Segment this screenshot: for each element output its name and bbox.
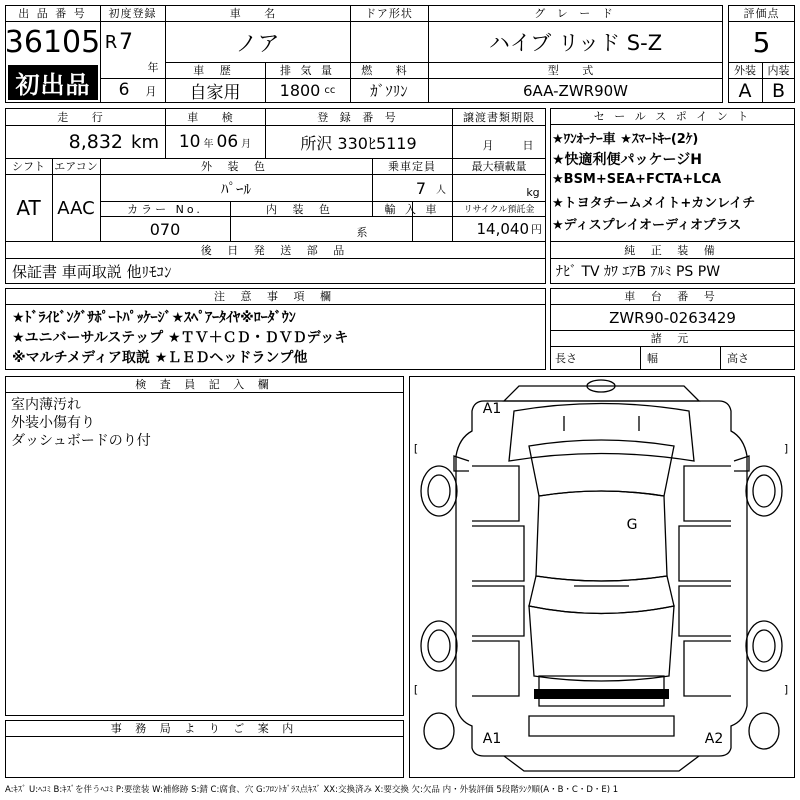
width-label: 幅 — [647, 352, 658, 365]
color-no: 070 — [149, 219, 181, 239]
equipment: ﾅﾋﾞ TV ｶﾜ ｴｱB ｱﾙﾐ PS PW — [556, 264, 721, 280]
lot-number-label: 出 品 番 号 — [5, 5, 100, 22]
damage-mark-a1-top: A1 — [482, 401, 502, 417]
capacity-unit: 人 — [436, 184, 446, 196]
damage-legend: A:ｷｽﾞ U:ﾍｺﾐ B:ｷｽﾞを伴うﾍｺﾐ P:要塗装 W:補修跡 S:錆 C:腐食、穴 G:ﾌﾛﾝﾄｶﾞﾗｽ点ｷｽﾞ XX:交換済み X:要交換 欠:欠品 内・外装評価 5段階ﾗﾝｸ順(A・B・C・D・E) 1 — [5, 785, 619, 795]
shift-label: シフト — [12, 160, 45, 173]
recycle — [452, 217, 546, 241]
plate-number: 所沢 330ﾋ5119 — [300, 133, 417, 153]
exterior-label: 外装 — [734, 64, 756, 77]
door-value — [350, 22, 428, 62]
year-unit: 年 — [147, 61, 159, 74]
length-label: 長さ — [555, 352, 577, 365]
notes-line: ★ユニバーサルステップ ★ＴＶ＋ＣＤ・ＤＶＤデッキ — [12, 330, 349, 346]
damage-mark-a2: A2 — [704, 731, 724, 747]
era: R — [104, 31, 118, 53]
model-label: 型 式 — [547, 64, 604, 77]
mileage — [5, 126, 165, 158]
import-label: 輸 入 車 — [384, 202, 440, 216]
sales-point-item: ★快適利便パッケージH — [552, 151, 702, 168]
import-value — [412, 217, 452, 241]
sales-point-item: ★BSM+SEA+FCTA+LCA — [552, 172, 722, 187]
notes-line: ★ﾄﾞﾗｲﾋﾞﾝｸﾞｻﾎﾟｰﾄﾊﾟｯｹｰｼﾞ★ｽﾍﾟｱｰﾀｲﾔ※ﾛｰﾀﾞｳﾝ — [12, 310, 296, 326]
bracket-left: [ — [413, 441, 419, 455]
notes-label: 注 意 事 項 欄 — [5, 288, 546, 305]
interior-grade: B — [771, 79, 786, 102]
sales-point-item: ★ディスプレイオーディオプラス — [552, 217, 742, 233]
grade: ハイブ リッド S-Z — [488, 31, 663, 55]
mileage-label: 走 行 — [57, 110, 113, 124]
car-name: ノア — [235, 31, 280, 57]
first-listing-badge: 初出品 — [8, 65, 98, 100]
history-label: 車 歴 — [193, 64, 237, 77]
damage-mark-a1-bottom: A1 — [482, 731, 502, 747]
exterior-color-label: 外 装 色 — [201, 160, 271, 173]
inspection-year-unit: 年 — [203, 138, 214, 150]
exterior-color: ﾊﾟｰﾙ — [220, 179, 251, 198]
door-label: ドア形状 — [350, 5, 428, 22]
sales-point-item: ★トヨタチームメイト+カンレイチ — [552, 195, 756, 211]
ac: AAC — [57, 197, 95, 219]
car-name-label: 車 名 — [165, 5, 350, 22]
mileage-value: 8,832 — [68, 131, 124, 153]
inspector-line: ダッシュボードのり付 — [11, 433, 151, 449]
damage-mark-g: G — [626, 517, 638, 533]
inspector-line: 室内薄汚れ — [11, 397, 81, 413]
equipment-label: 純 正 装 備 — [624, 243, 721, 257]
transfer-month-unit: 月 — [482, 139, 494, 152]
first-reg-year: 7 — [119, 30, 133, 54]
sales-points-list — [552, 127, 794, 234]
max-load-unit: kg — [526, 185, 540, 199]
recycle-label: リサイクル預託金 — [463, 205, 535, 215]
displacement-label: 排 気 量 — [280, 64, 335, 77]
first-reg-label: 初度登録 — [100, 5, 165, 22]
bracket-right: ] — [783, 682, 789, 696]
notes-line: ※マルチメディア取説 ★ＬＥＤヘッドランプ他 — [12, 350, 308, 366]
bracket-right: ] — [783, 441, 789, 455]
model: 6AA-ZWR90W — [522, 81, 628, 100]
sales-point-item: ★ﾜﾝｵｰﾅｰ車 ★ｽﾏｰﾄｷｰ(2ｹ) — [552, 132, 699, 147]
lot-number: 36105 — [5, 24, 100, 60]
transfer-day-unit: 日 — [522, 139, 534, 152]
fuel-label: 燃 料 — [361, 64, 417, 77]
displacement-value: 1800 — [279, 81, 321, 100]
fuel: ｶﾞｿﾘﾝ — [370, 82, 408, 100]
chassis-number: ZWR90-0263429 — [609, 309, 736, 327]
recycle-unit: 円 — [531, 223, 542, 236]
ac-label: エアコン — [54, 160, 98, 173]
inspector-line: 外装小傷有り — [11, 415, 95, 431]
first-reg-month: 6 — [118, 80, 130, 100]
transfer-doc-label: 譲渡書類期限 — [463, 110, 535, 124]
score: 5 — [752, 25, 771, 59]
displacement — [265, 79, 350, 102]
exterior-grade: A — [738, 79, 752, 102]
max-load-label: 最大積載量 — [471, 160, 527, 173]
capacity-value: 7 — [415, 178, 426, 198]
sales-points-label: セ ー ル ス ポ イ ン ト — [550, 108, 795, 125]
capacity — [372, 175, 452, 201]
interior-color-unit: 系 — [356, 226, 368, 239]
recycle-value: 14,040 — [476, 220, 529, 238]
later-parts: 保証書 車両取説 他ﾘﾓｺﾝ — [12, 262, 172, 281]
dims-label: 諸 元 — [650, 332, 695, 345]
history: 自家用 — [189, 83, 241, 102]
later-parts-label: 後 日 発 送 部 品 — [200, 243, 351, 257]
bracket-left: [ — [413, 682, 419, 696]
shift: AT — [16, 196, 41, 220]
score-label: 評価点 — [728, 5, 795, 22]
mileage-unit: km — [131, 131, 159, 153]
office-label: 事 務 局 よ り ご 案 内 — [5, 720, 404, 737]
inspector-label: 検 査 員 記 入 欄 — [5, 376, 404, 393]
capacity-label: 乗車定員 — [388, 160, 436, 173]
month-unit: 月 — [145, 85, 157, 98]
plate-label: 登 録 番 号 — [317, 110, 400, 124]
inspection-label: 車 検 — [187, 110, 243, 124]
grade-label: グ レ ー ド — [428, 5, 723, 22]
inspection-month: 06 — [216, 132, 239, 152]
interior-color-label: 内 装 色 — [266, 202, 336, 216]
color-no-label: カラー No. — [127, 202, 203, 216]
displacement-unit: cc — [324, 85, 336, 96]
inspection-year: 10 — [178, 132, 201, 152]
interior-label: 内装 — [767, 64, 790, 77]
height-label: 高さ — [727, 352, 749, 365]
car-damage-diagram — [409, 376, 795, 778]
inspection — [165, 126, 265, 158]
inspection-month-unit: 月 — [241, 138, 252, 150]
chassis-label: 車 台 番 号 — [550, 288, 795, 305]
